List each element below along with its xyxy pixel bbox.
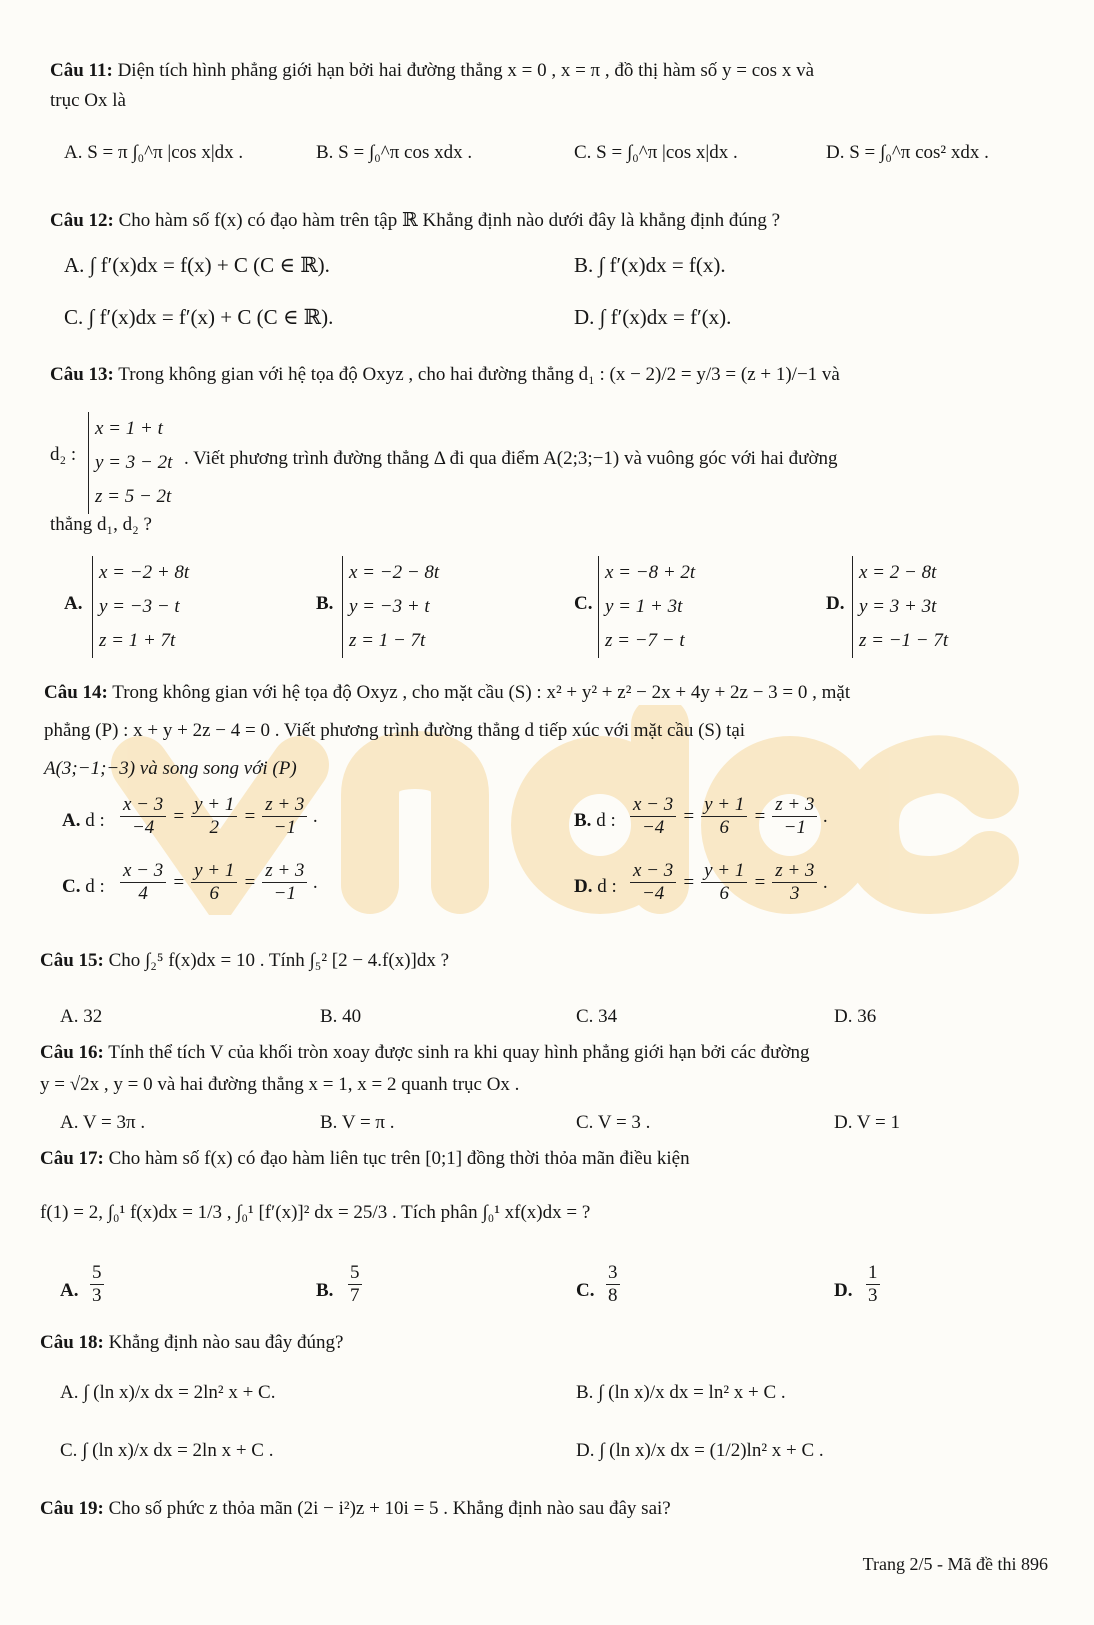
- question-19: [40, 1496, 671, 1522]
- option-a: A. V = 3π .: [60, 1112, 146, 1133]
- question-text-cont: f(1) = 2, ∫₀¹ f(x)dx = 1/3 , ∫₀¹ [f′(x)]² dx = 25/3 . Tích phân ∫₀¹ xf(x)dx = ?: [40, 1202, 591, 1223]
- option-a-fractions: $\frac{x - 3}{-4}$ = $\frac{y + 1}{2}$ = $\frac{z + 3}{-1}$ .: [120, 794, 318, 839]
- option-b-fraction: 5 7: [350, 1262, 360, 1306]
- question-18: [40, 1330, 343, 1356]
- question-label: Câu 14:: [44, 682, 108, 703]
- option-d: D.: [826, 593, 845, 614]
- question-text: Tính thể tích V của khối tròn xoay được sinh ra khi quay hình phẳng giới hạn bởi các đường: [108, 1042, 810, 1063]
- question-15: [40, 948, 449, 974]
- question-label: Câu 17:: [40, 1148, 104, 1169]
- question-17: [40, 1146, 690, 1172]
- option-d: D. ∫ f′(x)dx = f′(x).: [574, 305, 732, 329]
- option-d-system: x = 2 − 8t y = 3 + 3t z = −1 − 7t: [852, 556, 948, 658]
- question-text-cont: trục Ox là: [50, 90, 126, 111]
- option-d: D. 36: [834, 1006, 877, 1027]
- question-text: Cho hàm số f(x) có đạo hàm liên tục trên [0;1] đồng thời thỏa mãn điều kiện: [108, 1148, 690, 1169]
- option-b: B. ∫ f′(x)dx = f(x).: [574, 253, 726, 277]
- question-text: Trong không gian với hệ tọa độ Oxyz , cho hai đường thẳng d₁ : (x − 2)/2 = y/3 = (z + 1)/−1 và: [118, 364, 840, 385]
- question-label: Câu 11:: [50, 60, 113, 81]
- option-d: D. ∫ (ln x)/x dx = (1/2)ln² x + C .: [576, 1440, 824, 1461]
- option-c: C. ∫ (ln x)/x dx = 2ln x + C .: [60, 1440, 274, 1461]
- option-c: C. V = 3 .: [576, 1112, 651, 1133]
- option-d-fractions: $\frac{x - 3}{-4}$ = $\frac{y + 1}{6}$ = $\frac{z + 3}{3}$ .: [630, 860, 828, 905]
- option-b: B. ∫ (ln x)/x dx = ln² x + C .: [576, 1382, 786, 1403]
- question-label: Câu 15:: [40, 950, 104, 971]
- question-text-cont2: A(3;−1;−3) và song song với (P): [44, 758, 297, 779]
- option-d: D. d :: [574, 876, 617, 897]
- question-text-cont: y = √2x , y = 0 và hai đường thẳng x = 1, x = 2 quanh trục Ox .: [40, 1074, 520, 1095]
- option-b: B. d :: [574, 810, 616, 831]
- option-b: B.: [316, 593, 334, 614]
- question-text-cont2: thẳng d₁, d₂ ?: [50, 514, 152, 535]
- option-c-fraction: 3 8: [608, 1262, 618, 1306]
- option-c: C. S = ∫₀^π |cos x|dx .: [574, 142, 738, 163]
- question-label: Câu 18:: [40, 1332, 104, 1353]
- option-a: A.: [60, 1280, 79, 1301]
- question-text-cont: phẳng (P) : x + y + 2z − 4 = 0 . Viết phương trình đường thẳng d tiếp xúc với mặt cầu (S) tại: [44, 720, 746, 741]
- question-13: [50, 362, 840, 388]
- option-a: A.: [64, 593, 83, 614]
- question-label: Câu 12:: [50, 210, 114, 231]
- option-d-fraction: 1 3: [868, 1262, 878, 1306]
- option-c: C. 34: [576, 1006, 618, 1027]
- option-d: D. V = 1: [834, 1112, 900, 1133]
- option-b: B. V = π .: [320, 1112, 395, 1133]
- question-text: Cho ∫₂⁵ f(x)dx = 10 . Tính ∫₅² [2 − 4.f(x)]dx ?: [108, 950, 450, 971]
- question-12: [50, 208, 780, 234]
- option-a: A. 32: [60, 1006, 103, 1027]
- option-b: B.: [316, 1280, 334, 1301]
- question-label: Câu 19:: [40, 1498, 104, 1519]
- question-text: Trong không gian với hệ tọa độ Oxyz , cho mặt cầu (S) : x² + y² + z² − 2x + 4y + 2z − 3 = 0 , mặt: [112, 682, 851, 703]
- question-text: Cho hàm số f(x) có đạo hàm trên tập ℝ Khẳng định nào dưới đây là khẳng định đúng ?: [118, 210, 781, 231]
- option-c: C.: [576, 1280, 595, 1301]
- option-c-system: x = −8 + 2t y = 1 + 3t z = −7 − t: [598, 556, 695, 658]
- option-a: A. d :: [62, 810, 105, 831]
- question-text: Diện tích hình phẳng giới hạn bởi hai đường thẳng x = 0 , x = π , đồ thị hàm số y = cos x và: [117, 60, 815, 81]
- question-16: [40, 1040, 810, 1066]
- question-text-cont: . Viết phương trình đường thẳng Δ đi qua điểm A(2;3;−1) và vuông góc với hai đường: [184, 448, 838, 469]
- question-text: Cho số phức z thỏa mãn (2i − i²)z + 10i = 5 . Khẳng định nào sau đây sai?: [108, 1498, 671, 1519]
- d2-label: d₂ :: [50, 444, 77, 465]
- option-b: B. 40: [320, 1006, 362, 1027]
- question-label: Câu 16:: [40, 1042, 104, 1063]
- option-d: D. S = ∫₀^π cos² xdx .: [826, 142, 989, 163]
- option-a-system: x = −2 + 8t y = −3 − t z = 1 + 7t: [92, 556, 189, 658]
- question-label: Câu 13:: [50, 364, 114, 385]
- option-b-fractions: $\frac{x - 3}{-4}$ = $\frac{y + 1}{6}$ = $\frac{z + 3}{-1}$ .: [630, 794, 828, 839]
- option-a: A. ∫ f′(x)dx = f(x) + C (C ∈ ℝ).: [64, 253, 330, 277]
- option-a: A. S = π ∫₀^π |cos x|dx .: [64, 142, 244, 163]
- option-c-fractions: $\frac{x - 3}{4}$ = $\frac{y + 1}{6}$ = $\frac{z + 3}{-1}$ .: [120, 860, 318, 905]
- d2-system: x = 1 + t y = 3 − 2t z = 5 − 2t: [88, 412, 172, 514]
- option-b: B. S = ∫₀^π cos xdx .: [316, 142, 473, 163]
- page-footer: Trang 2/5 - Mã đề thi 896: [862, 1554, 1048, 1574]
- option-c: C. d :: [62, 876, 105, 897]
- question-11: [50, 58, 814, 84]
- option-a-fraction: 5 3: [92, 1262, 102, 1306]
- question-14: [44, 680, 850, 706]
- option-c: C. ∫ f′(x)dx = f′(x) + C (C ∈ ℝ).: [64, 305, 334, 329]
- question-text: Khẳng định nào sau đây đúng?: [108, 1332, 344, 1353]
- option-a: A. ∫ (ln x)/x dx = 2ln² x + C.: [60, 1382, 276, 1403]
- option-d: D.: [834, 1280, 853, 1301]
- option-b-system: x = −2 − 8t y = −3 + t z = 1 − 7t: [342, 556, 439, 658]
- option-c: C.: [574, 593, 593, 614]
